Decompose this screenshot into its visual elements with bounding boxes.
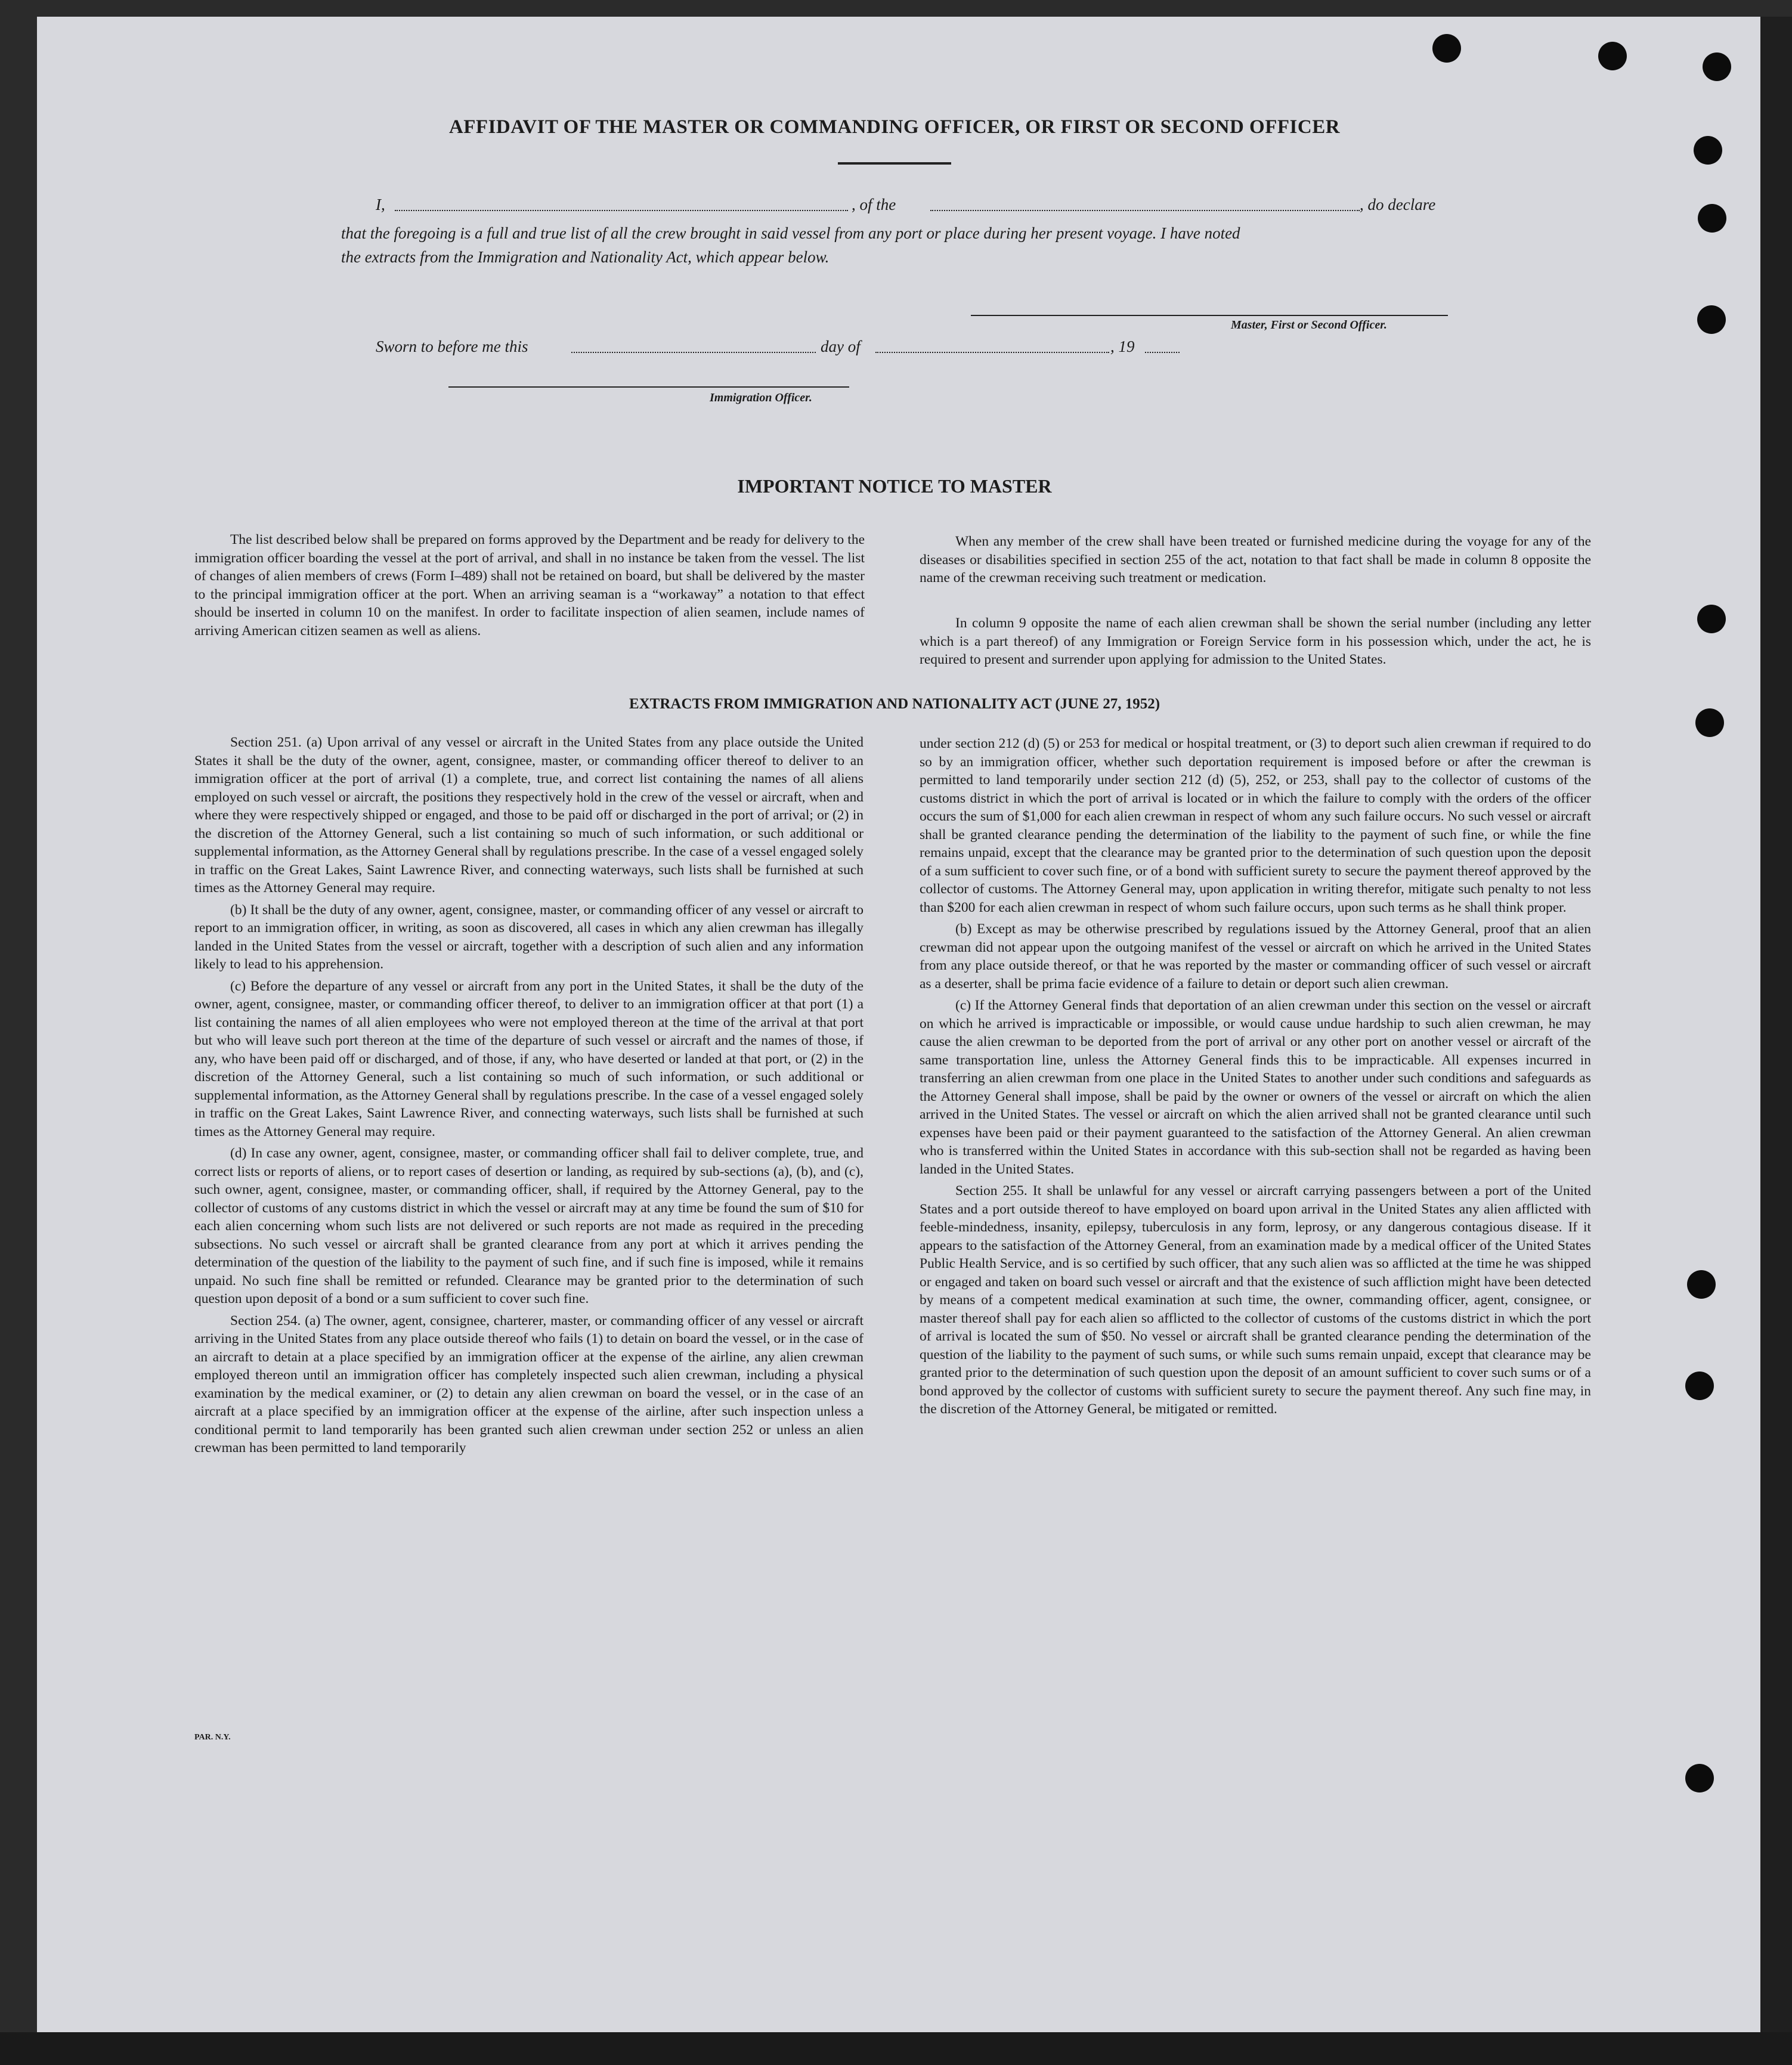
master-signature-label: Master, First or Second Officer. (1231, 318, 1387, 332)
sworn-year-field[interactable] (1145, 339, 1180, 353)
scan-border (0, 2032, 1792, 2065)
extracts-title: EXTRACTS FROM IMMIGRATION AND NATIONALITY ACT (JUNE 27, 1952) (629, 696, 1160, 712)
binder-hole (1697, 305, 1726, 334)
name-field[interactable] (395, 197, 848, 211)
section-254-a: Section 254. (a) The owner, agent, consignee, charterer, master, or commanding officer of any vessel or aircraft arriving in the United States from any place outside thereof who fails (1) to detain on board the vessel, or in the case of an aircraft to detain at a place specified by an immigration officer at the expense of the airline, any alien crewman employed thereon until an immigration officer has completely inspected such alien crewman, including a physical examination by the medical examiner, or (2) to detain any alien crewman on board the vessel, or in the case of an aircraft at a place specified by an immigration officer at the expense of the airline, after such inspection unless a conditional permit to land temporarily has been granted such alien crewman under section 252 or unless an alien crewman has been permitted to land temporarily (194, 1312, 863, 1456)
notice-right-paragraph-2: In column 9 opposite the name of each alien crewman shall be shown the serial number (including any letter which is a part thereof) of any Immigration or Foreign Service form in his possession which, under the act, he is required to present and surrender upon applying for admission to the United States. (920, 615, 1591, 667)
do-declare-label: , do declare (1360, 196, 1436, 213)
page-edge (1760, 17, 1792, 2032)
vessel-field[interactable] (930, 197, 1360, 211)
binder-hole (1685, 1764, 1714, 1792)
sworn-month-field[interactable] (875, 339, 1109, 353)
title-rule (838, 162, 951, 165)
binder-hole (1698, 204, 1726, 233)
extracts-left-column (194, 733, 863, 1457)
declaration-line-1: that the foregoing is a full and true list of all the crew brought in said vessel from any port or place during her present voyage. I have noted (341, 224, 1240, 242)
day-of-label: day of (821, 338, 861, 355)
of-the-label: , of the (852, 196, 896, 213)
declaration-line-2: the extracts from the Immigration and Nationality Act, which appear below. (341, 248, 830, 266)
immigration-officer-label: Immigration Officer. (710, 391, 812, 404)
binder-hole (1598, 42, 1627, 70)
master-signature-line[interactable] (971, 303, 1448, 316)
printer-mark: PAR. N.Y. (194, 1733, 231, 1742)
binder-hole (1694, 136, 1722, 165)
section-254-a-continued: under section 212 (d) (5) or 253 for medical or hospital treatment, or (3) to deport such alien crewman if required to do so by an immigration officer, whether such deportation requirement is imposed before or after the crewman is permitted to land temporarily under section 212 (d) (5), 252, or 253, shall pay to the collector of customs of the customs district in which the port of arrival is located or in which the failure to comply with the orders of the officer occurs the sum of $1,000 for each alien crewman in respect of whom any such failure occurs. No such vessel or aircraft shall be granted clearance pending the determination of the liability to the payment of such fine, or while the fine remains unpaid, except that the clearance may be granted prior to the determination of such question upon the deposit of a sum sufficient to cover such fine, or of a bond with sufficient surety to secure the payment thereof approved by the collector of customs. The Attorney General may, upon application in writing therefor, mitigate such penalty to not less than $200 for each alien crewman in respect of whom such failure occurs, upon such terms as he shall think proper. (920, 736, 1591, 915)
extracts-right-column (920, 735, 1591, 1419)
binder-hole (1687, 1270, 1716, 1299)
i-label: I, (376, 196, 385, 213)
notice-left-paragraph: The list described below shall be prepared on forms approved by the Department and be ready for delivery to the immigration officer boarding the vessel at the port of arrival, and shall in no instance be taken from the vessel. The list of changes of alien members of crews (Form I–489) shall not be retained on board, but shall be delivered by the master to the principal immigration officer at the port. When an arriving seaman is a “workaway” a notation to that effect should be inserted in column 10 on the manifest. In order to facilitate inspection of alien seamen, include names of arriving American citizen seamen as well as aliens. (194, 532, 865, 639)
affidavit-title: AFFIDAVIT OF THE MASTER OR COMMANDING OFFICER, OR FIRST OR SECOND OFFICER (448, 116, 1341, 138)
binder-hole (1695, 708, 1724, 737)
binder-hole (1432, 34, 1461, 63)
section-254-b: (b) Except as may be otherwise prescribed by regulations issued by the Attorney General, proof that an alien crewman did not appear upon the outgoing manifest of the vessel or aircraft on which he arrived in the United States from any place outside thereof, or that he was reported by the master or commanding officer of such vessel or aircraft as a deserter, shall be prima facie evidence of a failure to detain or deport such alien crewman. (920, 921, 1591, 992)
immigration-officer-signature-line[interactable] (448, 373, 849, 388)
section-255: Section 255. It shall be unlawful for any vessel or aircraft carrying passengers between a port of the United States and a port outside thereof to have employed on board upon arrival in the United States any alien afflicted with feeble-mindedness, insanity, epilepsy, tuberculosis in any form, leprosy, or any dangerous contagious disease. If it appears to the satisfaction of the Attorney General, from an examination made by a medical officer of the United States Public Health Service, and is so certified by such officer, that any such alien was so afflicted at the time he was shipped or engaged and taken on board such vessel or aircraft and that the existence of such affliction might have been detected by means of a competent medical examination at such time, the owner, commanding officer, agent, consignee, or master thereof shall pay for each alien so afflicted to the collector of customs of the customs district in which the port of arrival is located the sum of $50. No vessel or aircraft shall be granted clearance pending the determination of the question of the liability to the payment of such sums, or while such sums remain unpaid, except that clearance may be granted prior to the determination of such question upon the deposit of an amount sufficient to cover such sums or of a bond approved by the collector of customs with sufficient surety to secure the payment thereof. Any such fine may, in the discretion of the Attorney General, be mitigated or remitted. (920, 1183, 1591, 1417)
section-251-c: (c) Before the departure of any vessel or aircraft from any port in the United States, it shall be the duty of the owner, agent, consignee, master, or commanding officer thereof, to deliver to an immigration officer at that port (1) a list containing the names of all alien employees who were not employed thereon at the time of the arrival at that port but who will leave such port thereon at the time of the departure of such vessel or aircraft and the names of those, if any, who have been paid off or discharged, and of those, if any, who have deserted or landed at that port, or (2) in the discretion of the Attorney General, such a list containing so much of such information, or such additional or supplemental information, as the Attorney General shall by regulations prescribe. In the case of a vessel engaged solely in traffic on the Great Lakes, Saint Lawrence River, and connecting waterways, such lists shall be furnished at such times as the Attorney General may require. (194, 978, 863, 1140)
notice-title: IMPORTANT NOTICE TO MASTER (737, 475, 1052, 497)
sworn-day-field[interactable] (571, 339, 816, 353)
binder-hole (1703, 52, 1731, 81)
notice-right-paragraph-1: When any member of the crew shall have been treated or furnished medicine during the voyage for any of the diseases or disabilities specified in section 255 of the act, notation to that fact shall be made in column 8 opposite the name of the crewman receiving such treatment or medication. (920, 534, 1591, 586)
section-251-b: (b) It shall be the duty of any owner, agent, consignee, master, or commanding officer of any vessel or aircraft to report to an immigration officer, in writing, as soon as discovered, all cases in which any alien crewman has illegally landed in the United States from the vessel or aircraft, together with a description of such alien and any information likely to lead to his apprehension. (194, 902, 863, 972)
binder-hole (1685, 1371, 1714, 1400)
section-254-c: (c) If the Attorney General finds that deportation of an alien crewman under this section on the vessel or aircraft on which he arrived is impracticable or impossible, or would cause undue hardship to such alien crewman, he may cause the alien crewman to be deported from the port of arrival or any other port on another vessel or aircraft of the same transportation line, unless the Attorney General finds this to be impracticable. All expenses incurred in transferring an alien crewman from one place in the United States to another under such conditions and safeguards as the Attorney General shall impose, shall be paid by the owner or owners of the vessel or aircraft on which the alien arrived in the United States. The vessel or aircraft on which the alien arrived shall not be granted clearance until such expenses have been paid or their payment guaranteed to the satisfaction of the Attorney General. An alien crewman who is transferred within the United States in accordance with this sub-section shall not be regarded as having been landed in the United States. (920, 998, 1591, 1177)
binder-hole (1697, 605, 1726, 633)
section-251-a: Section 251. (a) Upon arrival of any vessel or aircraft in the United States from any place outside the United States it shall be the duty of the owner, agent, consignee, master, or commanding officer thereof to deliver to an immigration officer at the port of arrival (1) a complete, true, and correct list containing the names of all aliens employed on such vessel or aircraft, the positions they respectively hold in the crew of the vessel or aircraft, when and where they were respectively shipped or engaged, and those to be paid off or discharged in the port of arrival; or (2) in the discretion of the Attorney General, such a list containing so much of such information, or such additional or supplemental information, as the Attorney General shall by regulations prescribe. In the case of a vessel engaged solely in traffic on the Great Lakes, Saint Lawrence River, and connecting waterways, such lists shall be furnished at such times as the Attorney General may require. (194, 735, 863, 896)
sworn-label: Sworn to before me this (376, 338, 528, 355)
section-251-d: (d) In case any owner, agent, consignee, master, or commanding officer shall fail to deliver complete, true, and correct lists or reports of aliens, or to report cases of desertion or landing, as required by sub-sections (a), (b), and (c), such owner, agent, consignee, master, or commanding officer, shall, if required by the Attorney General, pay to the collector of customs of any customs district in which the vessel or aircraft may at any time be found the sum of $10 for each alien concerning whom such lists are not delivered or such reports are not made as required in the preceding subsections. No such vessel or aircraft shall be granted clearance from any port at which it arrives pending the determination of the question of the liability to the payment of such fine, and if such fine is imposed, while it remains unpaid. No such fine shall be remitted or refunded. Clearance may be granted prior to the determination of such question upon deposit of a bond or a sum sufficient to cover such fine. (194, 1145, 863, 1307)
year-label: , 19 (1110, 338, 1135, 355)
